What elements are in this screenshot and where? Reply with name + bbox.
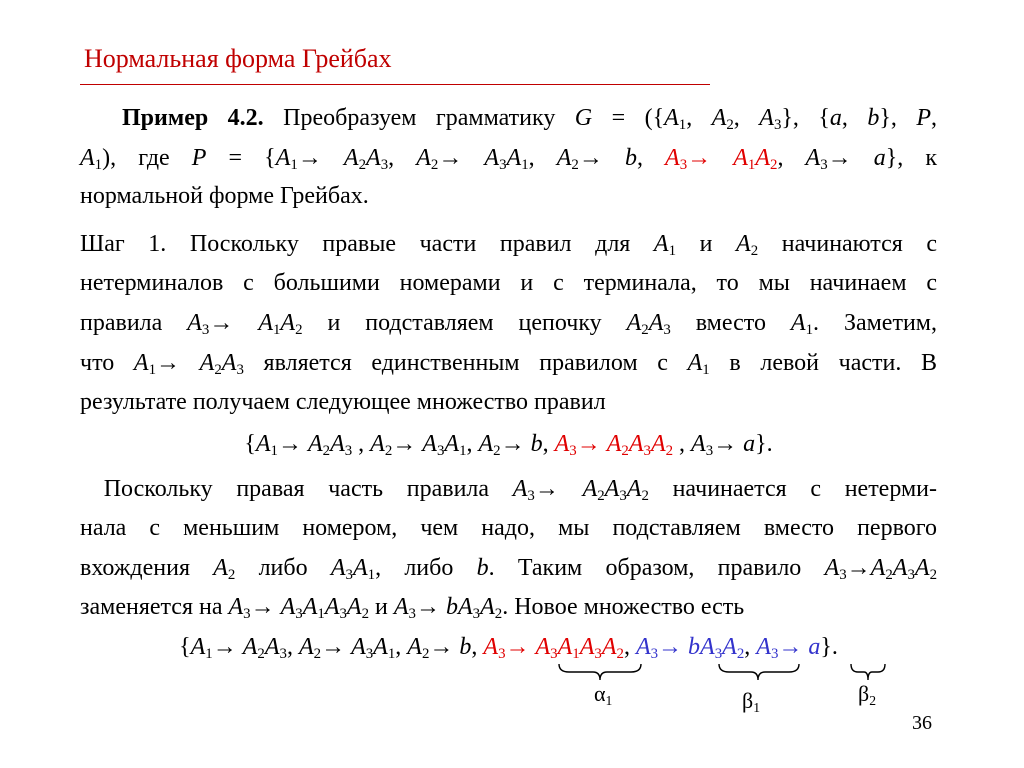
step1-line-5: результате получаем следующее множество правил	[80, 389, 606, 415]
example-line-1: Пример 4.2. Преобразуем грамматику $G = (\{A_1$, $A_2$, $A_3$}, {a, b}, P,	[122, 105, 938, 134]
underbrace-beta1	[715, 662, 805, 684]
slide-title: Нормальная форма Грейбах	[84, 44, 392, 73]
example-line-2: $A_1$), где $P = \{A_1\to A_2A_3$, $A_2\to A_3A_1$, $A_2\to b$, $A_3\to A_1A_2$, $A_3\to a$}, к	[80, 145, 938, 174]
para2-line-1: Поскольку правая часть правила $A_3\to A_2A_3A_2$ начинается с нетерми-	[80, 476, 937, 505]
step1-line-3: правила $A_3\to A_1A_2$ и подставляем цепочку $A_2A_3$ вместо $A_1$. Заметим,	[80, 310, 937, 339]
para2-line-2: нала с меньшим номером, чем надо, мы подставляем вместо первого	[80, 515, 937, 541]
title-underline	[80, 84, 710, 85]
page-number: 36	[912, 712, 932, 734]
step1-line-1: Шаг 1. Поскольку правые части правил для $A_1$ и $A_2$ начинаются с	[80, 231, 938, 260]
step1-line-2: нетерминалов с большими номерами и с терминала, то мы начинаем с	[80, 270, 937, 296]
beta1-label: $\beta_1$	[742, 688, 761, 715]
example-line-3: нормальной форме Грейбах.	[80, 183, 369, 209]
rule-set-2: {$A_1\to A_2A_3$, $A_2\to A_3A_1$, $A_2\to b$, $A_3\to A_3A_1A_3A_2$, $A_3\to bA_3A_2$, $A_3\to a$}.	[179, 634, 838, 663]
step1-line-4: что $A_1\to A_2A_3$ является единственным правилом с $A_1$ в левой части. В	[80, 350, 938, 379]
rule-set-1: {$A_1\to A_2A_3$ , $A_2\to A_3A_1$, $A_2\to b$, $A_3\to A_2A_3A_2$ , $A_3\to a$}.	[244, 431, 773, 460]
beta2-label: $\beta_2$	[858, 681, 877, 708]
para2-line-4: заменяется на $A_3\to A_3A_1A_3A_2$ и $A_3\to bA_3A_2$. Новое множество есть	[80, 594, 745, 623]
alpha-label: $\alpha_1$	[594, 681, 613, 708]
para2-line-3: вхождения $A_2$ либо $A_3A_1$, либо b. Таким образом, правило $A_3\to A_2A_3A_2$	[80, 555, 937, 584]
